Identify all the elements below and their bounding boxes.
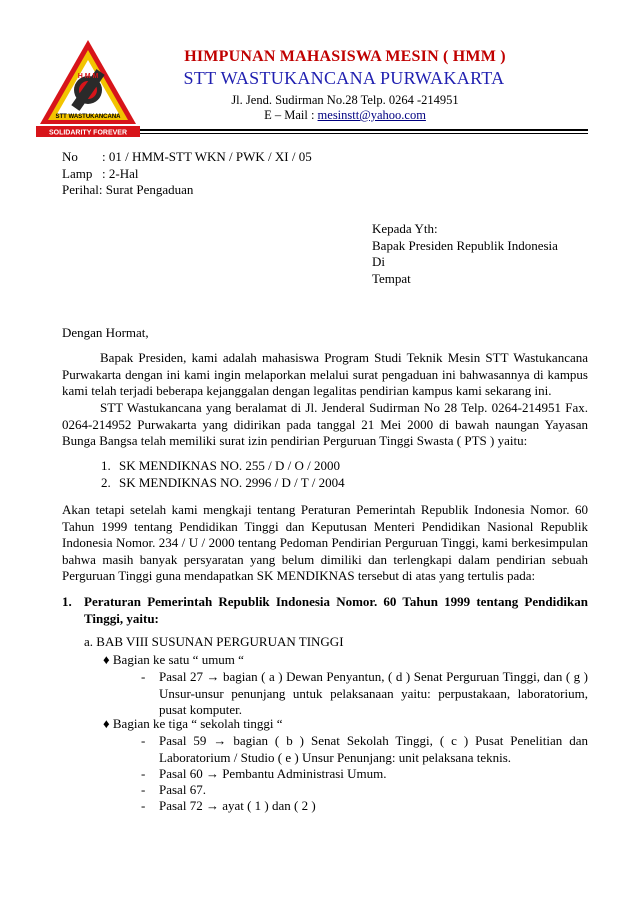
dash-text: Pasal 27 → bagian ( a ) Dewan Penyantun, ( d ) Senat Perguruan Tinggi, dan ( g ) Unsur-unsur penunjang untuk pelaksanaan yaitu: perpustakaan, laboratorium, pusat komputer. [159,669,588,717]
list-number: 1. [101,458,111,473]
paragraph-findings: Akan tetapi setelah kami mengkaji tentang Peraturan Pemerintah Republik Indonesia Nomor. 60 Tahun 1999 tentang Pendidikan Tinggi dan Keputusan Menteri Pendidikan Nasional Republik Indonesia Nomor. 234 / U / 2000 tentang Pedoman Pendirian Perguruan Tinggi, kami berkesimpulan bahwa masih banyak persyaratan yang belum dimiliki dan terlengkapi dalam pendirian sebuah Perguruan Tinggi guna mendapatkan SK MENDIKNAS tersebut di atas yang tertulis pada: [62,502,588,583]
salutation: Dengan Hormat, [62,325,149,340]
meta-value: : 2-Hal [102,165,139,181]
dash-item [141,782,588,799]
diamond-bullet-icon: ♦ [103,716,110,731]
email-prefix: E – Mail : [264,108,318,122]
recipient-line: Tempat [372,270,411,286]
dash-text: Pasal 72 → ayat ( 1 ) dan ( 2 ) [159,798,316,813]
hmm-logo [36,38,140,138]
paragraph-campus: STT Wastukancana yang beralamat di Jl. Jenderal Sudirman No 28 Telp. 0264-214951 Fax. 0264-214952 Purwakarta yang didirikan pada tanggal 21 Mei 2000 di bawah naungan Yayasan Bunga Bangsa telah memiliki surat izin pendirian Perguruan Tinggi Swasta ( PTS ) yaitu: [62,400,588,448]
paragraph-intro: Bapak Presiden, kami adalah mahasiswa Program Studi Teknik Mesin STT Wastukancana Purwakarta dengan ini kami ingin melaporkan melalui surat pengaduan ini bahwasannya di kampus kami telah terjadi beberapa kejanggalan dengan legalitas pendirian kampus kami sekarang ini. [62,350,588,398]
logo-banner-text: SOLIDARITY FOREVER [48,129,128,137]
meta-row [62,166,312,183]
bullet-item [103,716,283,733]
dash-bullet: - [141,798,146,813]
bullet-text: Bagian ke satu “ umum “ [112,652,244,667]
list-number: 2. [101,474,111,490]
bullet-text: Bagian ke tiga “ sekolah tinggi “ [112,716,283,731]
dash-bullet: - [141,669,146,684]
subsection-a: a. BAB VIII SUSUNAN PERGURUAN TINGGI [84,634,344,649]
meta-key: No [62,149,78,164]
meta-key: Perihal [62,182,99,197]
diamond-bullet-icon: ♦ [103,652,110,667]
dash-text: Pasal 59 → bagian ( b ) Senat Sekolah Tinggi, ( c ) Pusat Penelitian dan Laboratorium / Studio ( e ) Unsur Penunjang: unit pelaksana teknis. [159,733,588,765]
meta-value: : 01 / HMM-STT WKN / PWK / XI / 05 [102,149,312,164]
section-title: Peraturan Pemerintah Republik Indonesia Nomor. 60 Tahun 1999 tentang Pendidikan Tinggi, yaitu: [84,594,588,626]
bullet-item [103,652,244,669]
email-link[interactable]: mesinstt@yahoo.com [317,108,426,122]
meta-value: : Surat Pengaduan [98,182,194,197]
list-item [101,475,345,492]
list-item [101,458,345,475]
organization-name: HIMPUNAN MAHASISWA MESIN ( HMM ) [184,48,506,65]
list-text: SK MENDIKNAS NO. 2996 / D / T / 2004 [119,474,345,490]
section-heading [62,594,588,627]
dash-bullet: - [141,733,146,748]
letter-meta [62,149,312,199]
header-rule-thick [140,129,588,131]
logo-top-text: H M M [77,73,99,80]
dash-item [141,733,588,766]
address-block [150,93,540,123]
dash-text: Pasal 60 → Pembantu Administrasi Umum. [159,766,387,781]
list-text: SK MENDIKNAS NO. 255 / D / O / 2000 [119,458,341,473]
header-rule-thin [140,133,588,134]
institution-name: STT WASTUKANCANA PURWAKARTA [183,68,505,88]
meta-row [62,149,312,166]
recipient-block [372,221,558,287]
meta-key: Lamp [62,165,93,181]
dash-item [141,766,588,783]
dash-bullet: - [141,766,146,781]
recipient-line: Bapak Presiden Republik Indonesia [372,237,558,253]
recipient-line: Kepada Yth: [372,221,438,236]
section-number: 1. [62,594,72,609]
dash-item [141,798,588,815]
sk-list [101,458,345,491]
address-line: Jl. Jend. Sudirman No.28 Telp. 0264 -214951 [231,93,459,107]
email-line [150,108,540,123]
meta-row [62,182,312,199]
dash-item [141,669,588,719]
dash-text: Pasal 67. [159,782,206,797]
recipient-line: Di [372,254,385,269]
dash-bullet: - [141,782,146,797]
logo-bottom-text: STT WASTUKANCANA [55,114,121,120]
